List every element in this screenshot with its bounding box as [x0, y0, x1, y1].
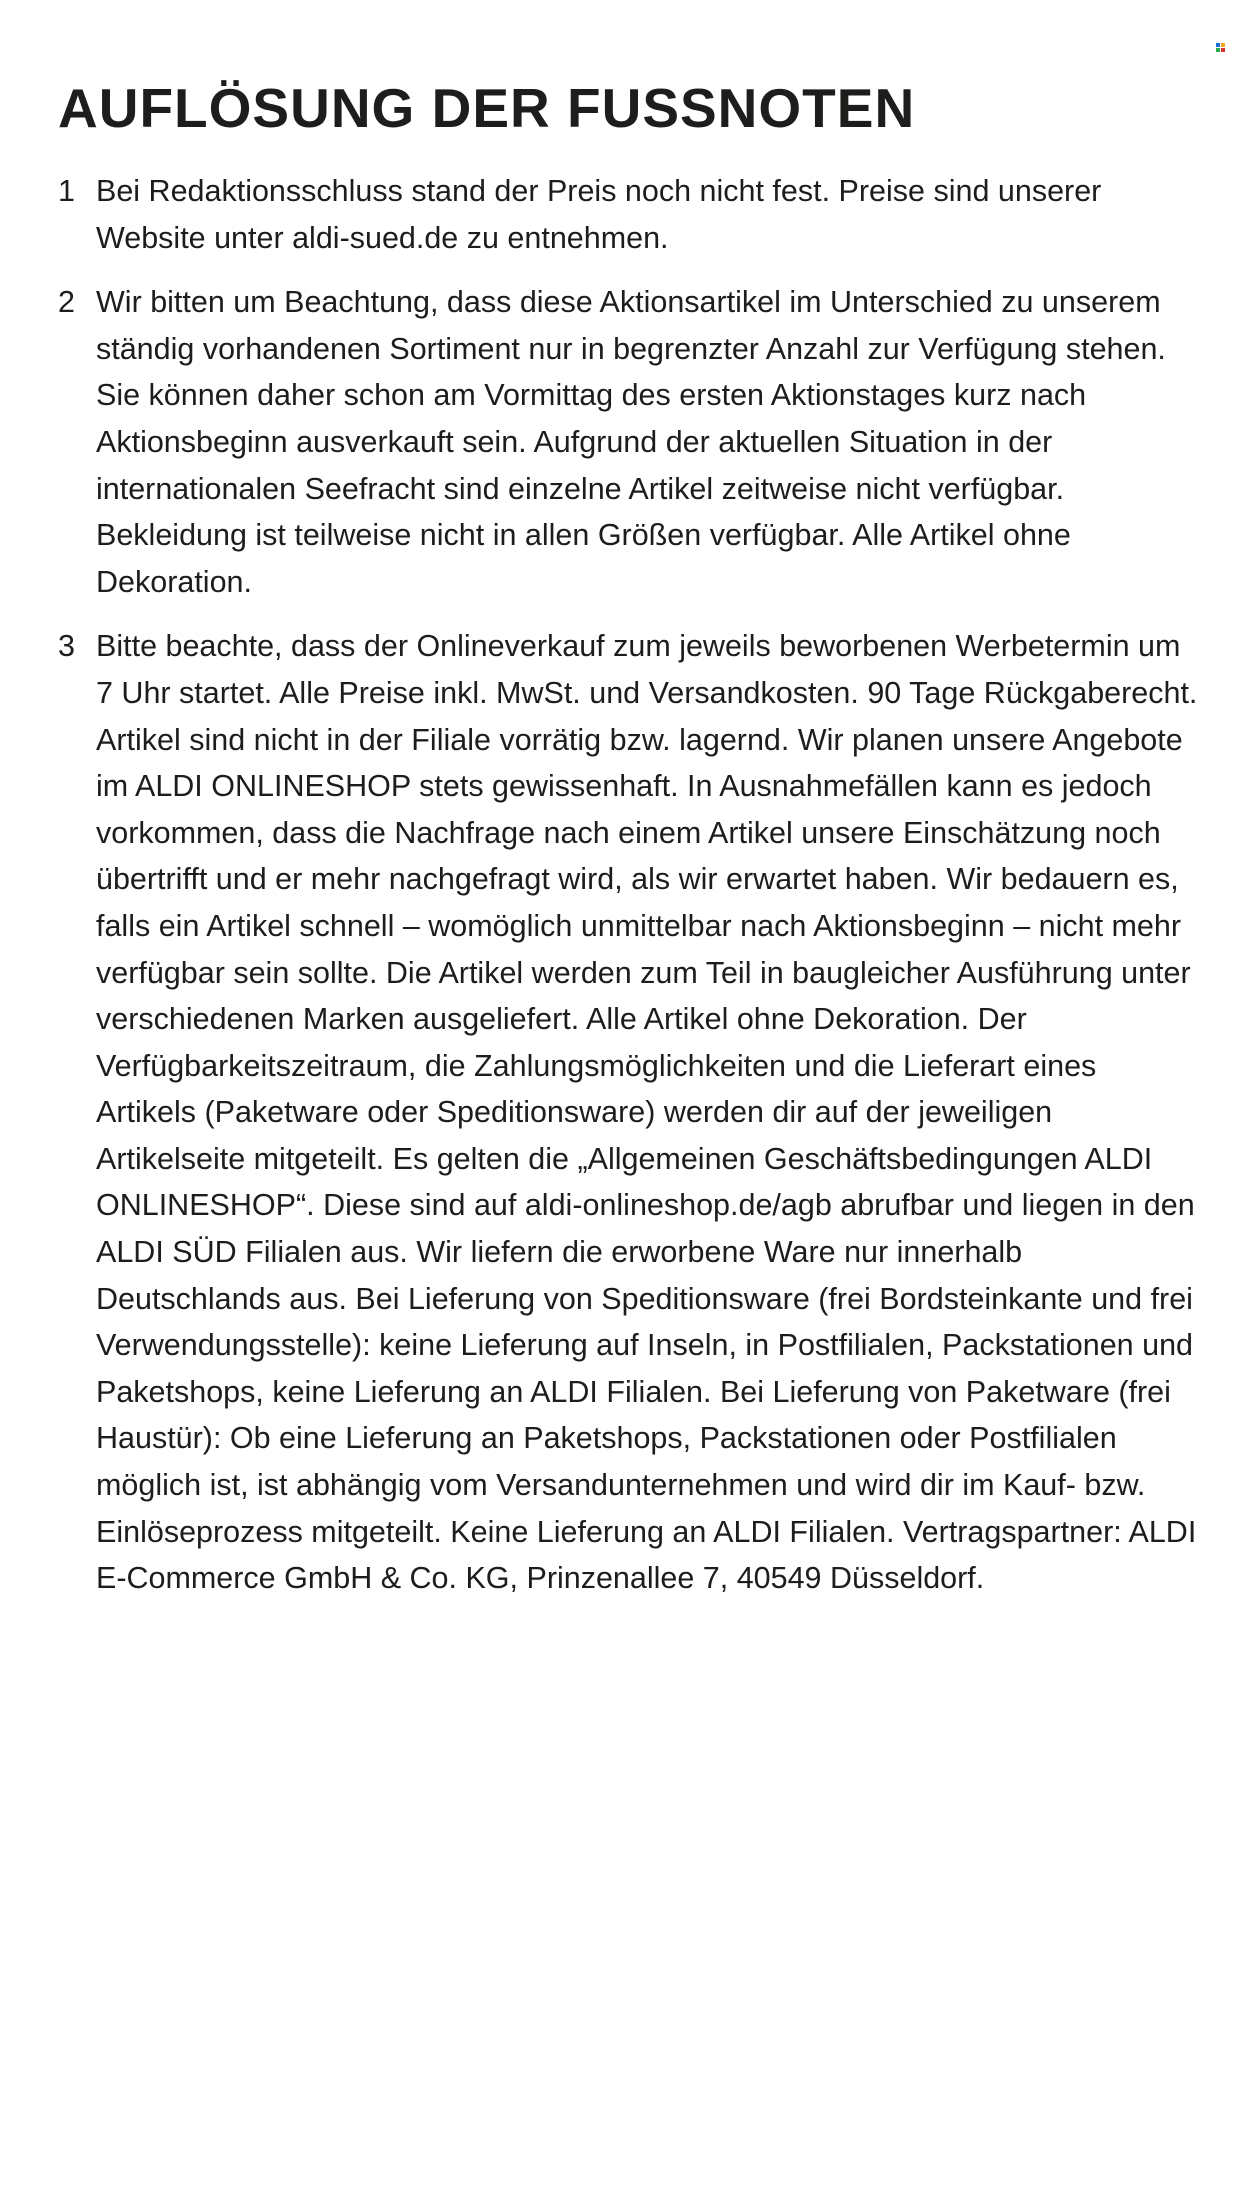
aldi-logo-icon [1216, 43, 1225, 52]
footnote-text: Wir bitten um Beachtung, dass diese Aktionsartikel im Unterschied zu unserem ständig vorhandenen Sortiment nur in begrenzter Anzahl zur Verfügung stehen. Sie können daher schon am Vormittag des ersten Aktionstages kurz nach Aktionsbeginn ausverkauft sein. Aufgrund der aktuellen Situation in der internationalen Seefracht sind einzelne Artikel zeitweise nicht verfügbar. Bekleidung ist teilweise nicht in allen Größen verfügbar. Alle Artikel ohne Dekoration. [96, 285, 1166, 599]
footnote-text: Bei Redaktionsschluss stand der Preis noch nicht fest. Preise sind unserer Website unter aldi-sued.de zu entnehmen. [96, 174, 1102, 255]
footnote-2 [58, 279, 1198, 605]
page-title: AUFLÖSUNG DER FUSSNOTEN [58, 77, 916, 139]
footnote-number: 3 [58, 629, 75, 664]
footnote-list [58, 168, 1198, 1620]
footnote-3 [58, 623, 1198, 1601]
footnote-number: 2 [58, 285, 75, 320]
logo-square-red [1221, 48, 1225, 52]
logo-square-blue [1216, 43, 1220, 47]
logo-square-orange [1221, 43, 1225, 47]
logo-square-green [1216, 48, 1220, 52]
footnote-1 [58, 168, 1198, 261]
footnote-text: Bitte beachte, dass der Onlineverkauf zum jeweils beworbenen Werbetermin um 7 Uhr startet. Alle Preise inkl. MwSt. und Versandkosten. 90 Tage Rückgaberecht. Artikel sind nicht in der Filiale vorrätig bzw. lagernd. Wir planen unsere Angebote im ALDI ONLINESHOP stets gewissenhaft. In Ausnahmefällen kann es jedoch vorkommen, dass die Nachfrage nach einem Artikel unsere Einschätzung noch übertrifft und er mehr nachgefragt wird, als wir erwartet haben. Wir bedauern es, falls ein Artikel schnell – womöglich unmittelbar nach Aktionsbeginn – nicht mehr verfügbar sein sollte. Die Artikel werden zum Teil in baugleicher Ausführung unter verschiedenen Marken ausgeliefert. Alle Artikel ohne Dekoration. Der Verfügbarkeitszeitraum, die Zahlungsmöglichkeiten und die Lieferart eines Artikels (Paketware oder Speditionsware) werden dir auf der jeweiligen Artikelseite mitgeteilt. Es gelten die „Allgemeinen Geschäftsbedingungen ALDI ONLINESHOP“. Diese sind auf aldi-onlineshop.de/agb abrufbar und liegen in den ALDI SÜD Filialen aus. Wir liefern die erworbene Ware nur innerhalb Deutschlands aus. Bei Lieferung von Speditionsware (frei Bordsteinkante und frei Verwendungsstelle): keine Lieferung auf Inseln, in Postfilialen, Packstationen und Paketshops, keine Lieferung an ALDI Filialen. Bei Lieferung von Paketware (frei Haustür): Ob eine Lieferung an Paketshops, Packstationen oder Postfilialen möglich ist, ist abhängig vom Versandunternehmen und wird dir im Kauf- bzw. Einlöseprozess mitgeteilt. Keine Lieferung an ALDI Filialen. Vertragspartner: ALDI E-Commerce GmbH & Co. KG, Prinzenallee 7, 40549 Düsseldorf. [96, 629, 1198, 1596]
footnote-number: 1 [58, 174, 75, 208]
